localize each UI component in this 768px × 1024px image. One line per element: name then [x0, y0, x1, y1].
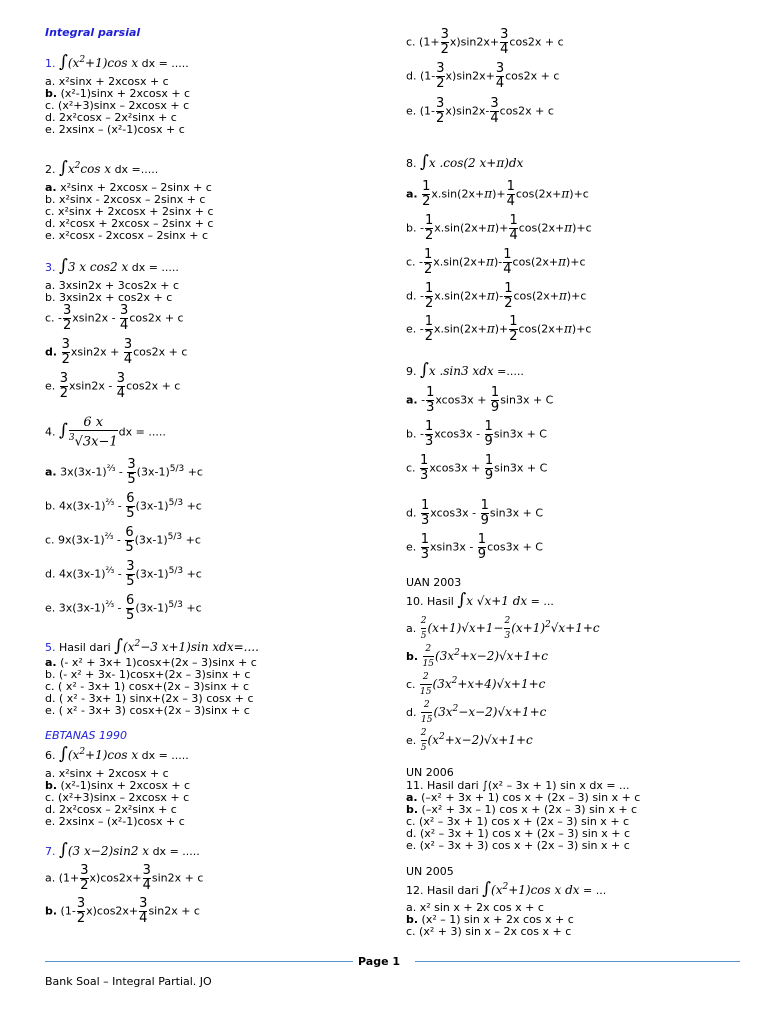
- question-4-option-a: a. $3x(3x-1)^{\frac{2}{3}}$ - $\frac{3}{5}$ $(3x-1)^{5/3} +c$: [45, 457, 203, 487]
- question-4-option-c: c. $9x(3x-1)^{\frac{2}{3}}$ - $\frac{6}{5}$ $(3x-1)^{5/3} +c$: [45, 525, 201, 555]
- question-9: 9. ∫x .sin3 xdx =.....: [406, 360, 524, 380]
- question-4: 4. ∫ $\frac{6 x}{^3√3x-1}$ dx = .....: [45, 415, 166, 450]
- question-9-option-e: e. $\frac{1}{3}$ xsin3x - $\frac{1}{9}$ cos3x + C: [406, 532, 543, 562]
- question-1-options: a. x²sinx + 2xcosx + c b. (x²-1)sinx + 2xcosx + c c. (x²+3)sinx – 2xcosx + c d. 2x²cosx – 2x²sinx + c e. 2xsinx – (x²-1)cosx + c: [45, 75, 191, 136]
- question-5-options: a. (- x² + 3x+ 1)cosx+(2x – 3)sinx + c b. (- x² + 3x- 1)cosx+(2x – 3)sinx + c c. ( x² - 3x+ 1) cosx+(2x – 3)sinx + c d. ( x² - 3x+ 1) sinx+(2x – 3) cosx + c e. ( x² - 3x+ 3) cosx+(2x – 3)sinx + c: [45, 656, 257, 717]
- question-10-option-b: b. $\frac{2}{15}$ $(3x^2+x-2)√x+1+c$: [406, 644, 548, 669]
- question-3-option-d: d. $\frac{3}{2}$ xsin2x + $\frac{3}{4}$ cos2x + c: [45, 337, 188, 367]
- section-un-2005: UN 2005: [406, 865, 454, 878]
- footer-rule-right: [415, 961, 740, 962]
- question-3: 3. ∫3 x cos2 x dx = .....: [45, 256, 179, 276]
- question-9-option-a: a. - $\frac{1}{3}$ xcos3x + $\frac{1}{9}$ sin3x + C: [406, 385, 554, 415]
- question-7: 7. ∫(3 x−2)sin2 x dx = .....: [45, 840, 200, 860]
- question-1: 1. $\int(x^2+1)\cos$ x dx = .....: [45, 52, 189, 72]
- question-7-option-d: d. (1- $\frac{3}{2}$ x)sin2x+ $\frac{3}{4}$ cos2x + c: [406, 61, 560, 91]
- question-3-option-c: c. - $\frac{3}{2}$ xsin2x - $\frac{3}{4}$ cos2x + c: [45, 303, 184, 333]
- question-8-option-e: e. - $\frac{1}{2}$ x.sin(2x+π)+ $\frac{1}{2}$ cos(2x+π)+c: [406, 314, 592, 344]
- question-10-option-c: c. $\frac{2}{15}$ $(3x^2+x+4)√x+1+c$: [406, 672, 546, 697]
- question-2: 2. $\int x^2\cos$ x dx =.....: [45, 158, 159, 178]
- section-un-2006: UN 2006: [406, 766, 454, 779]
- question-8-option-d: d. - $\frac{1}{2}$ x.sin(2x+π)- $\frac{1}{2}$ cos(2x+π)+c: [406, 281, 587, 311]
- question-10-option-d: d. $\frac{2}{15}$ $(3x^2-x-2)√x+1+c$: [406, 700, 547, 725]
- question-10: 10. Hasil ∫x √x+1 dx = ...: [406, 590, 554, 610]
- question-10-option-e: e. $\frac{2}{5}$ $(x^2+x-2)√x+1+c$: [406, 728, 533, 753]
- question-3-options-ab: a. 3xsin2x + 3cos2x + c b. 3xsin2x + cos2x + c: [45, 279, 179, 304]
- page-number: Page 1: [358, 955, 401, 968]
- question-5: 5. Hasil dari $\int(x^2-3$ x+1)sin xdx=....: [45, 636, 259, 656]
- question-8: 8. ∫x .cos(2 x+π)dx: [406, 152, 524, 172]
- footer-text: Bank Soal – Integral Partial. JO: [45, 975, 212, 988]
- question-9-option-b: b. - $\frac{1}{3}$ xcos3x - $\frac{1}{9}$ sin3x + C: [406, 419, 547, 449]
- question-7-option-e: e. (1- $\frac{3}{2}$ x)sin2x- $\frac{3}{4}$ cos2x + c: [406, 96, 554, 126]
- question-6-options: a. x²sinx + 2xcosx + c b. (x²-1)sinx + 2xcosx + c c. (x²+3)sinx – 2xcosx + c d. 2x²cosx – 2x²sinx + c e. 2xsinx – (x²-1)cosx + c: [45, 767, 191, 828]
- question-8-option-b: b. - $\frac{1}{2}$ x.sin(2x+π)+ $\frac{1}{4}$ cos(2x+π)+c: [406, 213, 592, 243]
- question-4-option-d: d. $4x(3x-1)^{\frac{2}{3}}$ - $\frac{3}{5}$ $(3x-1)^{5/3} +c$: [45, 559, 202, 589]
- question-9-option-c: c. $\frac{1}{3}$ xcos3x + $\frac{1}{9}$ sin3x + C: [406, 453, 548, 483]
- page-title: Integral parsial: [45, 26, 141, 39]
- question-12: 12. Hasil dari $\int(x^2+1)\cos$ x dx = ...: [406, 879, 607, 899]
- question-9-option-d: d. $\frac{1}{3}$ xcos3x - $\frac{1}{9}$ sin3x + C: [406, 498, 544, 528]
- footer-rule-left: [45, 961, 353, 962]
- question-11: 11. Hasil dari ∫(x² – 3x + 1) sin x dx = ...: [406, 779, 630, 792]
- question-2-options: a. x²sinx + 2xcosx – 2sinx + c b. x²sinx - 2xcosx – 2sinx + c c. x²sinx + 2xcosx + 2sinx + c d. x²cosx + 2xcosx – 2sinx + c e. x²cosx - 2xcosx – 2sinx + c: [45, 181, 214, 242]
- question-7-option-a: a. (1+ $\frac{3}{2}$ x)cos2x+ $\frac{3}{4}$ sin2x + c: [45, 863, 204, 893]
- question-11-options: a. (–x² + 3x + 1) cos x + (2x – 3) sin x + c b. (–x² + 3x – 1) cos x + (2x – 3) sin x + c c. (x² – 3x + 1) cos x + (2x – 3) sin x + c d. (x² – 3x + 1) cos x + (2x – 3) sin x + c e. (x² – 3x + 3) cos x + (2x – 3) sin x + c: [406, 791, 641, 852]
- section-ebtanas-1990: EBTANAS 1990: [45, 729, 127, 742]
- question-10-option-a: a. $\frac{2}{5}$ (x+1)√x+1− $\frac{2}{3}$ $(x+1)^2√x+1+c$: [406, 616, 600, 641]
- question-6: 6. $\int(x^2+1)\cos$ x dx = .....: [45, 744, 189, 764]
- question-3-option-e: e. $\frac{3}{2}$ xsin2x - $\frac{3}{4}$ cos2x + c: [45, 371, 181, 401]
- question-4-option-b: b. $4x(3x-1)^{\frac{2}{3}}$ - $\frac{6}{5}$ $(3x-1)^{5/3} +c$: [45, 491, 202, 521]
- question-7-option-c: c. (1+ $\frac{3}{2}$ x)sin2x+ $\frac{3}{4}$ cos2x + c: [406, 27, 564, 57]
- question-12-options: a. x² sin x + 2x cos x + c b. (x² – 1) sin x + 2x cos x + c c. (x² + 3) sin x – 2x cos x + c: [406, 901, 574, 938]
- question-7-option-b: b. (1- $\frac{3}{2}$ x)cos2x+ $\frac{3}{4}$ sin2x + c: [45, 896, 200, 926]
- question-4-option-e: e. $3x(3x-1)^{\frac{2}{3}}$ - $\frac{6}{5}$ $(3x-1)^{5/3} +c$: [45, 593, 202, 623]
- question-8-option-c: c. - $\frac{1}{2}$ x.sin(2x+π)- $\frac{1}{4}$ cos(2x+π)+c: [406, 247, 586, 277]
- section-uan-2003: UAN 2003: [406, 576, 462, 589]
- question-8-option-a: a. $\frac{1}{2}$ x.sin(2x+π)+ $\frac{1}{4}$ cos(2x+π)+c: [406, 179, 589, 209]
